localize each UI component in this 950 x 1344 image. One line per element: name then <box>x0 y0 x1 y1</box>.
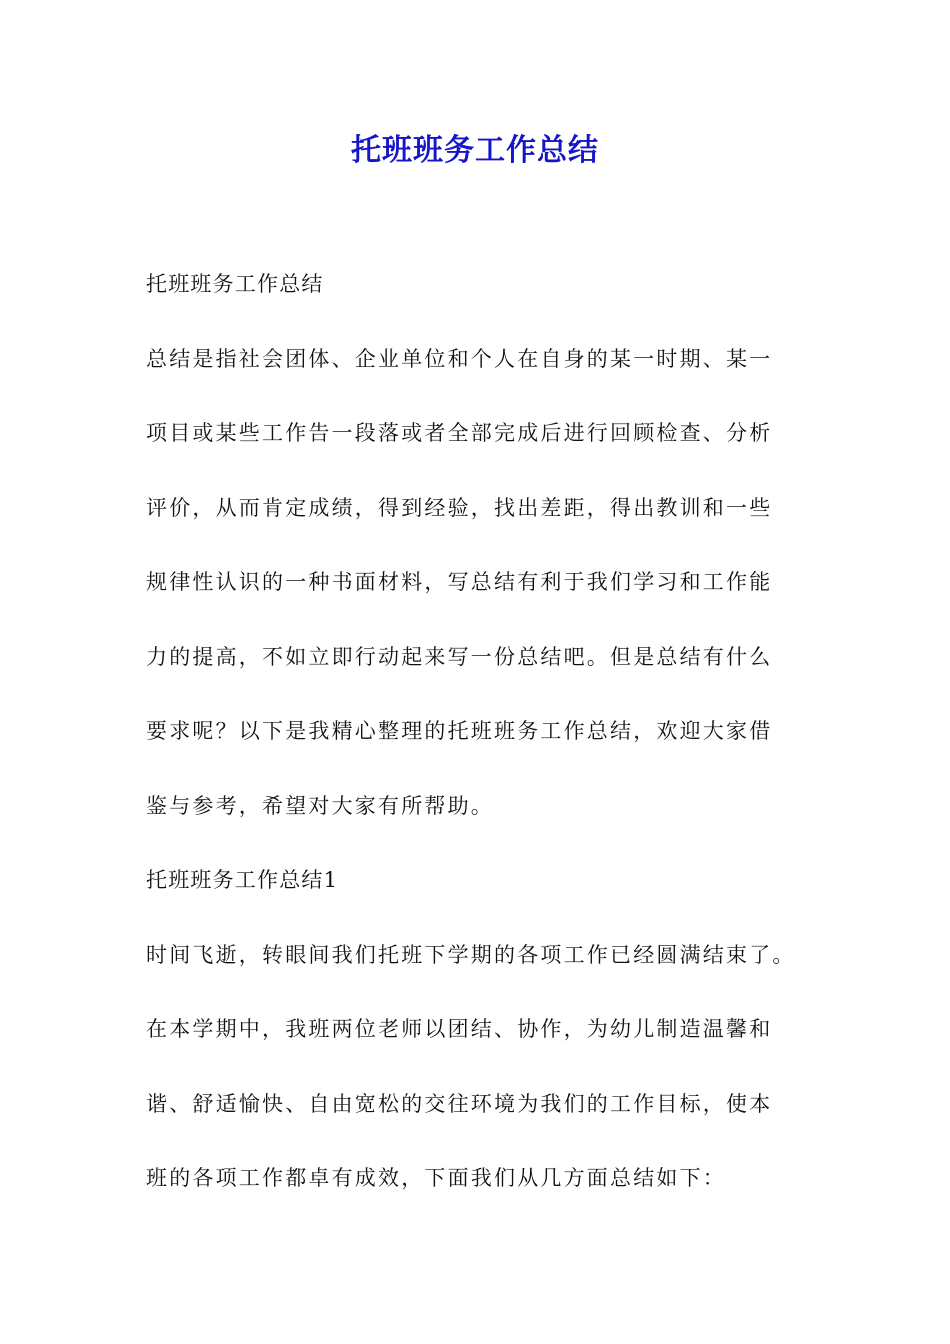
paragraph-line: 在本学期中，我班两位老师以团结、协作，为幼儿制造温馨和 <box>146 1017 773 1041</box>
paragraph-line: 班的各项工作都卓有成效，下面我们从几方面总结如下： <box>146 1166 726 1190</box>
document-body <box>146 264 811 1233</box>
paragraph-line: 谐、舒适愉快、自由宽松的交往环境为我们的工作目标，使本 <box>146 1091 773 1116</box>
paragraph-line: 规律性认识的一种书面材料，写总结有利于我们学习和工作能 <box>146 570 773 594</box>
paragraph-line: 力的提高，不如立即行动起来写一份总结吧。但是总结有什么 <box>146 644 773 669</box>
paragraph-line: 评价，从而肯定成绩，得到经验，找出差距，得出教训和一些 <box>146 495 773 520</box>
paragraph-line: 要求呢？以下是我精心整理的托班班务工作总结，欢迎大家借 <box>146 719 773 743</box>
paragraph-line: 时间飞逝，转眼间我们托班下学期的各项工作已经圆满结束了。 <box>146 942 796 967</box>
paragraph-line: 鉴与参考，希望对大家有所帮助。 <box>146 793 494 818</box>
paragraph-line: 项目或某些工作告一段落或者全部完成后进行回顾检查、分析 <box>146 421 773 445</box>
section-heading-1: 托班班务工作总结1 <box>146 868 339 892</box>
section-heading-intro: 托班班务工作总结 <box>146 272 324 296</box>
paragraph-line: 总结是指社会团体、企业单位和个人在自身的某一时期、某一 <box>146 346 773 371</box>
document-title: 托班班务工作总结 <box>351 133 599 168</box>
